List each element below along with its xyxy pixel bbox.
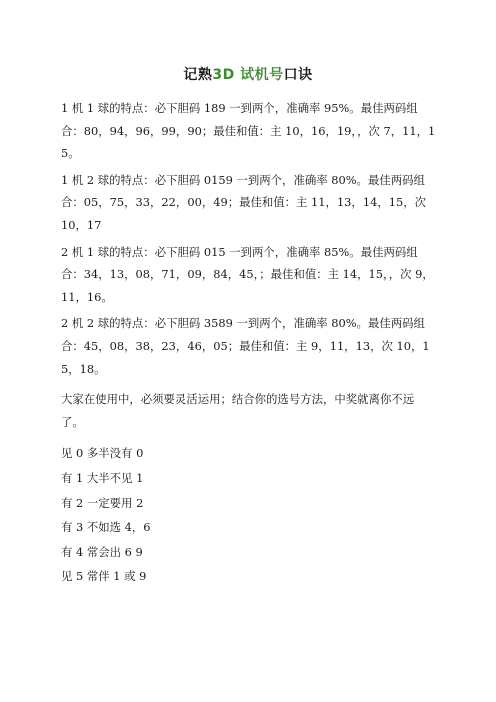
rule-line: 有 1 大半不见 1: [61, 470, 144, 485]
paragraph-1-2: 1 机 2 球的特点：必下胆码 0159 一到两个，准确率 80%。最佳两码组合：05，75，33，22，00，49；最佳和值：主 11，13，14，15，次 10，17: [61, 172, 426, 232]
paragraph-2-2: 2 机 2 球的特点：必下胆码 3589 一到两个，准确率 80%。最佳两码组合：45，08，38，23，46，05；最佳和值：主 9，11，13，次 10，15，18。: [61, 316, 430, 376]
paragraph-2-1: 2 机 1 球的特点：必下胆码 015 一到两个，准确率 85%。最佳两码组合：34，13，08，71，09，84，45，；最佳和值：主 14，15，，次 9，11，16。: [61, 244, 434, 304]
rule-line: 见 0 多半没有 0: [61, 446, 144, 461]
document-title: [0, 64, 496, 84]
rule-line: 见 5 常伴 1 或 9: [61, 569, 147, 584]
advice-paragraph: 大家在使用中，必须要灵活运用；结合你的选号方法，中奖就离你不远了。: [61, 392, 415, 429]
rule-line: 有 3 不如选 4，6: [61, 520, 151, 535]
title-prefix: 记熟: [183, 67, 213, 83]
rule-line: 有 4 常会出 6 9: [61, 544, 143, 559]
title-suffix: 口诀: [283, 67, 313, 83]
document-body: [61, 97, 436, 589]
title-highlight: 3D 试机号: [212, 67, 284, 83]
paragraph-1-1: 1 机 1 球的特点：必下胆码 189 一到两个，准确率 95%。最佳两码组合：80，94，96，99，90；最佳和值：主 10，16，19，，次 7，11，15。: [61, 101, 436, 161]
rule-line: 有 2 一定要用 2: [61, 495, 144, 510]
